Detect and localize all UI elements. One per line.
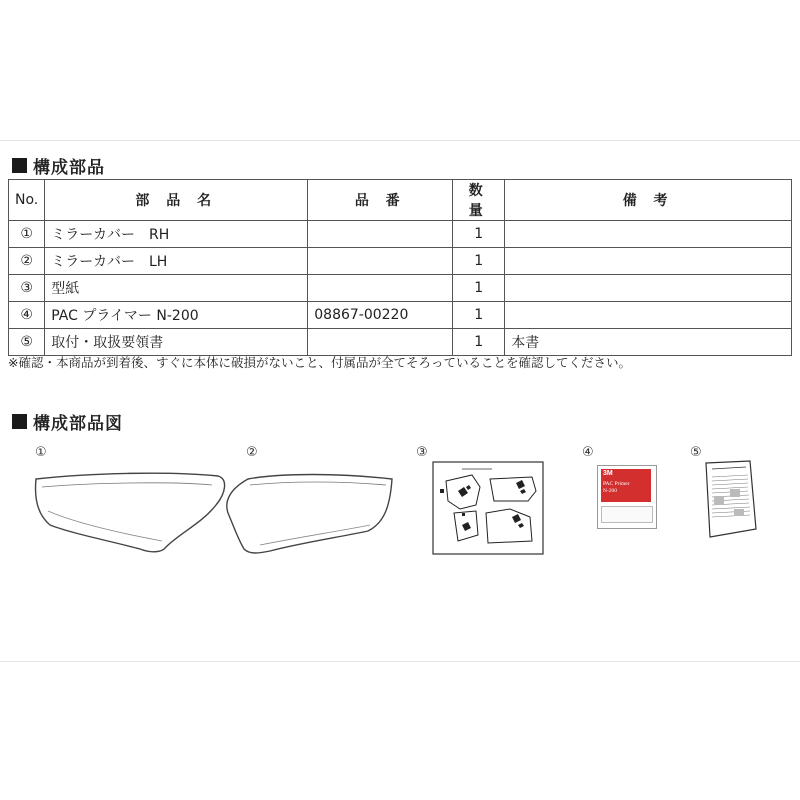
brand-logo: 3M [603,470,613,477]
primer-packet-illustration [597,465,657,529]
row-name: ミラーカバー LH [45,248,308,275]
instruction-manual-illustration [700,459,760,541]
row-part-no [308,275,453,302]
row-qty: 1 [453,221,505,248]
row-remarks [505,221,792,248]
header-qty: 数 量 [453,180,505,221]
figure-label-3: ③ [416,445,428,460]
row-name: 取付・取扱要領書 [45,329,308,356]
table-row [9,248,792,275]
row-name: 型紙 [45,275,308,302]
table-row [9,302,792,329]
parts-section-title: 構成部品 [33,158,105,178]
row-no: ④ [9,302,45,329]
row-name: PAC プライマー N-200 [45,302,308,329]
diagram-section-title: 構成部品図 [33,414,123,434]
primer-label [601,469,651,502]
square-bullet-icon [12,414,27,429]
row-part-no: 08867-00220 [308,302,453,329]
row-name: ミラーカバー RH [45,221,308,248]
header-no: No. [9,180,45,221]
figure-label-5: ⑤ [690,445,702,460]
parts-table [8,179,792,356]
primer-code-text: N-200 [603,488,618,494]
row-part-no [308,329,453,356]
confirmation-note: ※確認・本商品が到着後、すぐに本体に破損がないこと、付属品が全てそろっていることを確認してください。 [8,355,631,370]
document-page [0,140,800,662]
figure-label-2: ② [246,445,258,460]
square-bullet-icon [12,158,27,173]
table-row [9,329,792,356]
figure-label-1: ① [35,445,47,460]
row-remarks [505,248,792,275]
row-remarks: 本書 [505,329,792,356]
mirror-cover-rh-illustration [30,471,230,556]
row-remarks [505,302,792,329]
row-qty: 1 [453,329,505,356]
table-row [9,221,792,248]
table-header-row [9,180,792,221]
row-no: ③ [9,275,45,302]
diagram-section-heading [12,409,123,434]
table-row [9,275,792,302]
row-part-no [308,221,453,248]
header-name: 部 品 名 [45,180,308,221]
mirror-cover-lh-illustration [220,471,400,556]
row-no: ⑤ [9,329,45,356]
primer-name-text: PAC Primer [603,481,630,487]
row-qty: 1 [453,302,505,329]
figure-label-4: ④ [582,445,594,460]
template-sheet-illustration [432,461,544,555]
row-qty: 1 [453,248,505,275]
row-remarks [505,275,792,302]
row-no: ① [9,221,45,248]
header-remarks: 備 考 [505,180,792,221]
row-no: ② [9,248,45,275]
row-part-no [308,248,453,275]
row-qty: 1 [453,275,505,302]
header-part-no: 品 番 [308,180,453,221]
parts-section-heading [12,153,105,178]
